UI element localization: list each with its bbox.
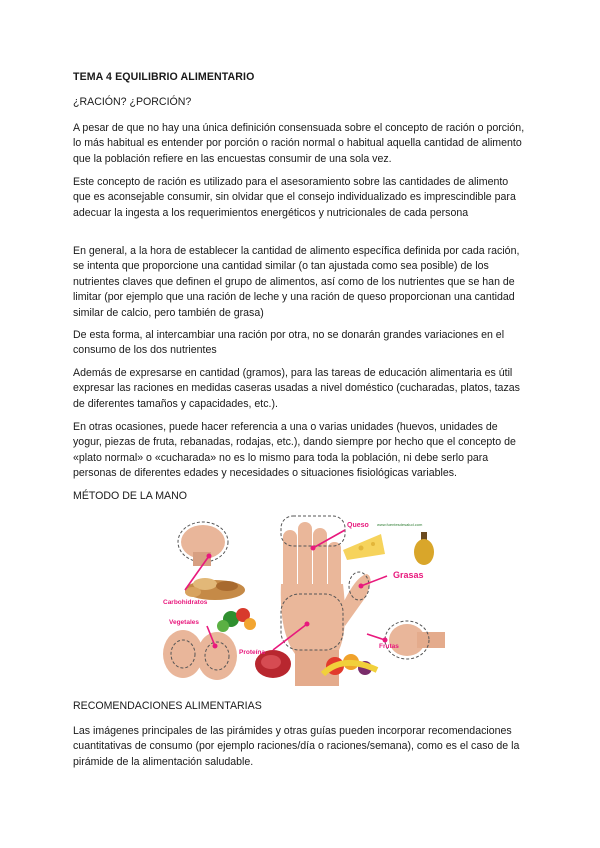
- section-heading-recomendaciones: RECOMENDACIONES ALIMENTARIAS: [73, 700, 262, 712]
- label-carbohidratos: Carbohidratos: [163, 599, 208, 606]
- hand-method-illustration: [155, 514, 445, 686]
- paragraph-6: En otras ocasiones, puede hacer referencia a una o varias unidades (huevos, unidades de yogur, piezas de fruta, rebanadas, rodajas, etc.), dando siempre por hecho que el concepto de «plato normal» o «cucharada» no es lo mismo para toda la población, ni debe serlo para personas de diferentes edades y necesidades o situaciones fisiológicas variables.: [73, 421, 516, 480]
- label-proteina: Proteína: [239, 649, 266, 656]
- label-grasas: Grasas: [393, 570, 424, 580]
- label-vegetales: Vegetales: [169, 619, 199, 626]
- label-queso: Queso: [347, 522, 369, 529]
- hand-method-figure: [155, 514, 445, 686]
- label-frutas: Frutas: [379, 643, 399, 650]
- label-website: www.fuentesdesalud.com: [377, 522, 423, 527]
- paragraph-5: Además de expresarse en cantidad (gramos), para las tareas de educación alimentaria es útil expresar las raciones en medidas caseras usadas a nivel doméstico (cucharadas, platos, tazas de diferentes tamaños y capacidades, etc.).: [73, 367, 520, 410]
- paragraph-2: Este concepto de ración es utilizado para el asesoramiento sobre las cantidades de alimento que es aconsejable consumir, sin olvidar que el consejo individualizado es imprescindible para adecuar la ingesta a los requerimientos energéticos y nutricionales de cada persona: [73, 176, 516, 219]
- section-heading-racion: ¿RACIÓN? ¿PORCIÓN?: [73, 96, 192, 108]
- paragraph-final: Las imágenes principales de las pirámides y otras guías pueden incorporar recomendaciones cuantitativas de consumo (por ejemplo raciones/día o raciones/semana), como es el caso de la pirámide de la alimentación saludable.: [73, 725, 520, 768]
- paragraph-1: A pesar de que no hay una única definición consensuada sobre el concepto de ración o porción, lo más habitual es entender por porción o ración normal o habitual aquella cantidad de alimento que la población refiere en las encuestas consumir de una sola vez.: [73, 122, 525, 165]
- paragraph-4: De esta forma, al intercambiar una ración por otra, no se donarán grandes variaciones en el consumo de los dos nutrientes: [73, 329, 505, 357]
- paragraph-3: En general, a la hora de establecer la cantidad de alimento específica definida por cada ración, se intenta que proporcione una cantidad similar (o tan ajustada como sea posible) de los nutrientes claves que definen el grupo de alimentos, así como de los nutrientes que se han de limitar (por ejemplo que una ración de leche y una ración de queso proporcionan una cantidad similar de calcio, pero también de grasa): [73, 245, 520, 319]
- document-title: TEMA 4 EQUILIBRIO ALIMENTARIO: [73, 71, 255, 83]
- section-heading-mano: MÉTODO DE LA MANO: [73, 490, 188, 502]
